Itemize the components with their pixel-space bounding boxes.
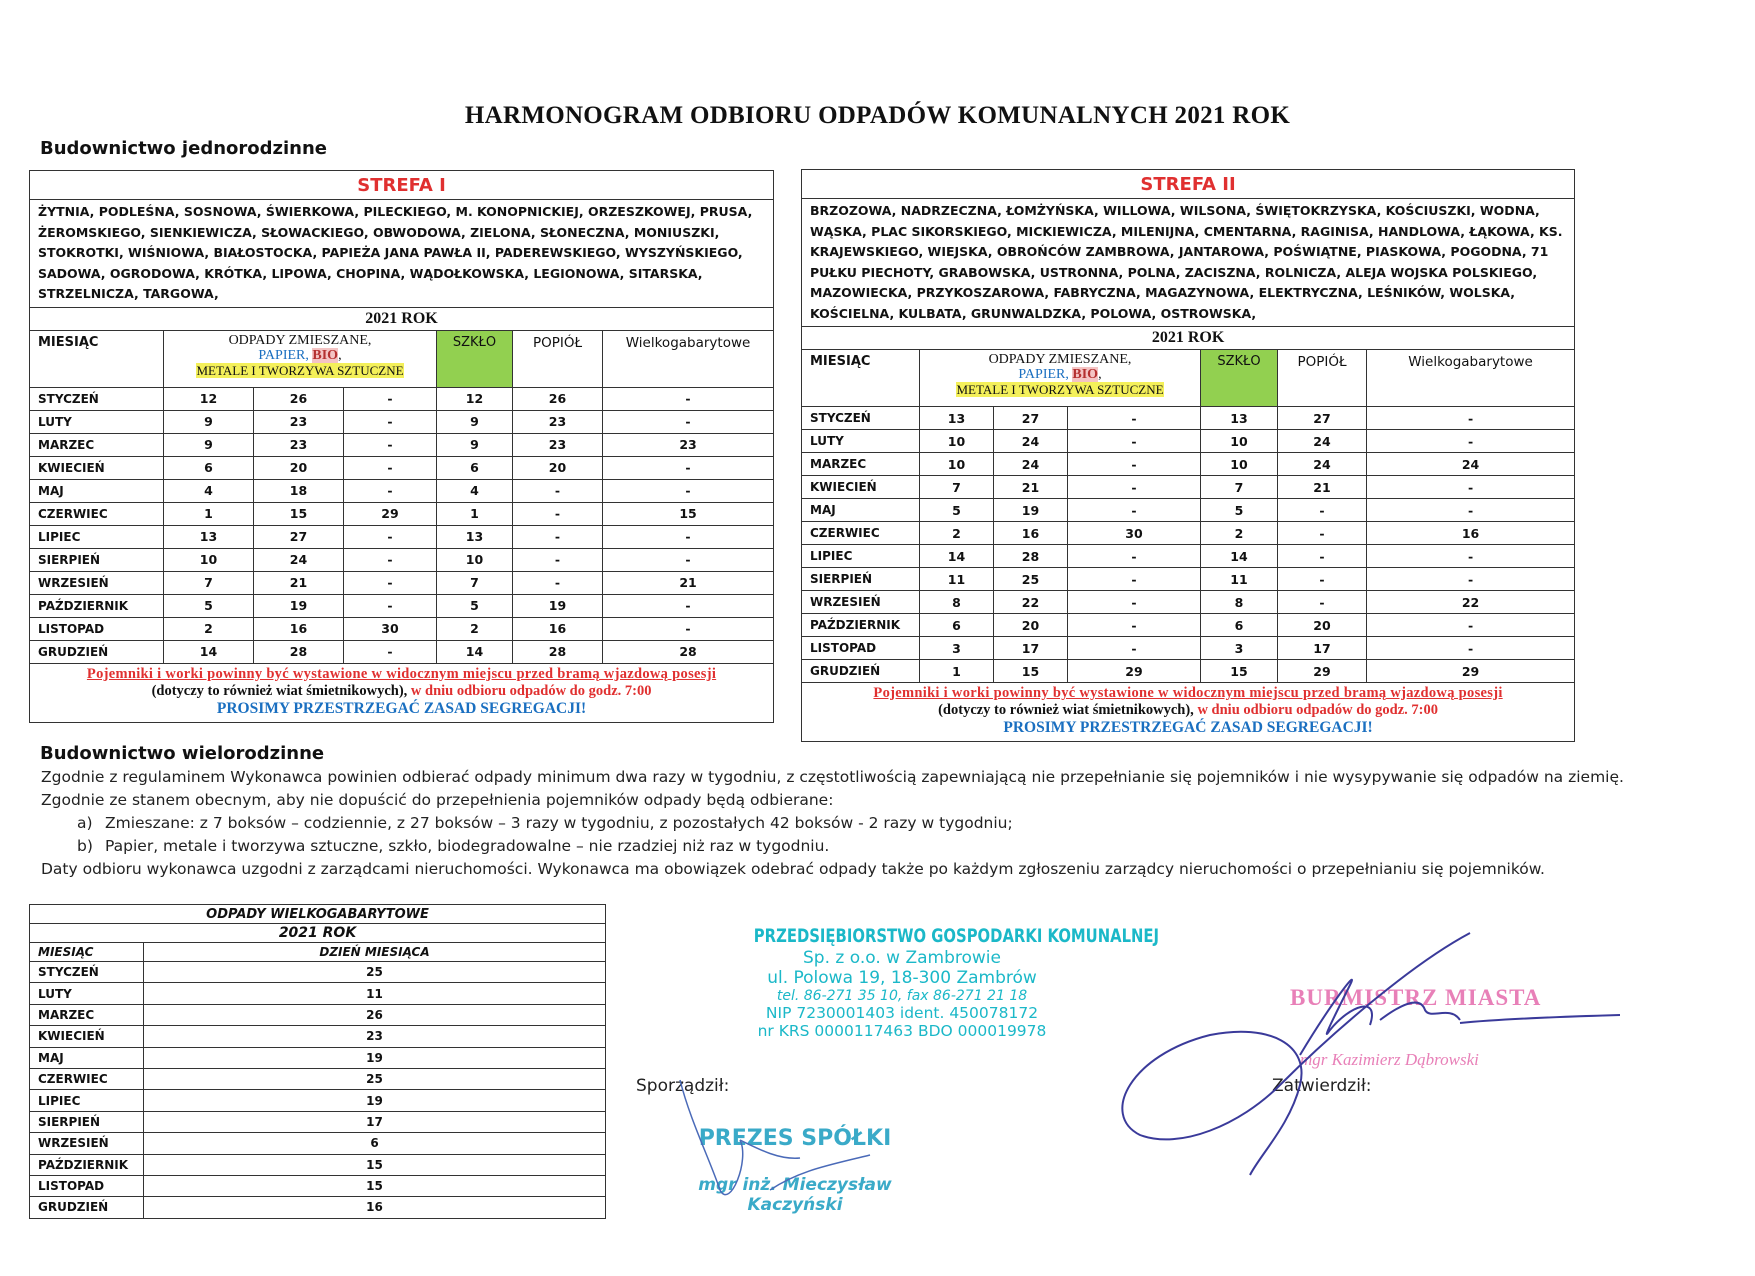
date-cell: 28 (254, 640, 344, 663)
date-cell: - (344, 433, 437, 456)
month-header: MIESIĄC (802, 350, 920, 407)
date-cell: - (513, 548, 603, 571)
date-cell: - (1068, 568, 1201, 591)
date-cell: 15 (603, 502, 774, 525)
date-cell: 14 (164, 640, 254, 663)
date-cell: - (603, 617, 774, 640)
date-cell: 20 (254, 456, 344, 479)
date-cell: 6 (1201, 614, 1278, 637)
day-cell: 15 (144, 1175, 606, 1196)
month-cell: CZERWIEC (30, 502, 164, 525)
zone-1-year: 2021 ROK (30, 307, 774, 330)
month-cell: MARZEC (802, 453, 920, 476)
day-cell: 25 (144, 962, 606, 983)
list-item: b) Papier, metale i tworzywa sztuczne, szkło, biodegradowalne – nie rzadziej niż raz w tygodniu. (77, 837, 830, 855)
date-cell: 22 (1367, 591, 1575, 614)
month-cell: KWIECIEŃ (30, 1026, 144, 1047)
table-row (30, 410, 774, 433)
prepared-by-label: Sporządził: (636, 1076, 730, 1096)
table-row (802, 568, 1575, 591)
month-cell: MAJ (30, 1047, 144, 1068)
date-cell: 18 (254, 479, 344, 502)
date-cell: - (1367, 407, 1575, 430)
day-cell: 17 (144, 1111, 606, 1132)
month-cell: CZERWIEC (802, 522, 920, 545)
date-cell: 24 (1367, 453, 1575, 476)
month-cell: SIERPIEŃ (802, 568, 920, 591)
date-cell: 7 (1201, 476, 1278, 499)
month-cell: LUTY (30, 983, 144, 1004)
day-cell: 6 (144, 1133, 606, 1154)
zone-2-note: Pojemniki i worki powinny być wystawione w widocznym miejscu przed bramą wjazdową posesji (dotyczy to również wiat śmietnikowych), w dniu odbioru odpadów do godz. 7:00 PROSIMY PRZESTRZEGAĆ ZASAD SEGREGACJI! (802, 683, 1575, 742)
date-cell: - (1367, 545, 1575, 568)
page-title: HARMONOGRAM ODBIORU ODPADÓW KOMUNALNYCH 2021 ROK (464, 102, 1291, 129)
date-cell: 15 (254, 502, 344, 525)
zone-2-year: 2021 ROK (802, 327, 1575, 350)
date-cell: 7 (437, 571, 513, 594)
date-cell: - (344, 525, 437, 548)
date-cell: 25 (994, 568, 1068, 591)
month-cell: KWIECIEŃ (30, 456, 164, 479)
table-row (802, 499, 1575, 522)
date-cell: 23 (513, 410, 603, 433)
month-cell: SIERPIEŃ (30, 548, 164, 571)
date-cell: 1 (920, 660, 994, 683)
day-cell: 16 (144, 1197, 606, 1218)
date-cell: 16 (513, 617, 603, 640)
date-cell: - (1068, 476, 1201, 499)
date-cell: 24 (994, 430, 1068, 453)
table-row (30, 456, 774, 479)
month-cell: LISTOPAD (802, 637, 920, 660)
date-cell: 4 (164, 479, 254, 502)
table-row (30, 1026, 606, 1047)
date-cell: 5 (164, 594, 254, 617)
zone-2-table (801, 169, 1575, 742)
zone-1-table (29, 170, 774, 723)
month-cell: LUTY (30, 410, 164, 433)
table-row (30, 479, 774, 502)
date-cell: 30 (1068, 522, 1201, 545)
single-family-heading: Budownictwo jednorodzinne (40, 138, 327, 159)
table-row (30, 1133, 606, 1154)
date-cell: 10 (437, 548, 513, 571)
month-cell: GRUDZIEŃ (30, 640, 164, 663)
table-row (802, 614, 1575, 637)
date-cell: - (1068, 545, 1201, 568)
mayor-signature (1080, 925, 1640, 1185)
date-cell: 14 (437, 640, 513, 663)
month-cell: PAŹDZIERNIK (802, 614, 920, 637)
date-cell: - (513, 525, 603, 548)
date-cell: - (1367, 637, 1575, 660)
date-cell: - (1367, 568, 1575, 591)
date-cell: - (344, 410, 437, 433)
day-cell: 19 (144, 1047, 606, 1068)
month-cell: LIPIEC (802, 545, 920, 568)
company-stamp: PRZEDSIĘBIORSTWO GOSPODARKI KOMUNALNEJ Sp. z o.o. w Zambrowie ul. Polowa 19, 18-300 Zambrów tel. 86-271 35 10, fax 86-271 21 18 NIP 7230001403 ident. 450078172 nr KRS 0000117463 BDO 000019978 (753, 925, 1160, 1040)
date-cell: 29 (344, 502, 437, 525)
date-cell: - (1278, 568, 1367, 591)
date-cell: 28 (513, 640, 603, 663)
date-cell: - (1367, 499, 1575, 522)
date-cell: - (344, 479, 437, 502)
table-row (802, 591, 1575, 614)
date-cell: 14 (1201, 545, 1278, 568)
date-cell: - (344, 387, 437, 410)
date-cell: 21 (994, 476, 1068, 499)
date-cell: 13 (920, 407, 994, 430)
date-cell: 23 (254, 433, 344, 456)
table-row (30, 1154, 606, 1175)
bulky-table-year: 2021 ROK (30, 924, 606, 943)
bulky-table-title: ODPADY WIELKOGABARYTOWE (30, 905, 606, 924)
date-cell: 11 (1201, 568, 1278, 591)
date-cell: - (1278, 545, 1367, 568)
date-cell: - (1278, 522, 1367, 545)
table-row (30, 983, 606, 1004)
date-cell: - (344, 594, 437, 617)
date-cell: - (603, 479, 774, 502)
table-row (30, 1197, 606, 1218)
date-cell: 11 (920, 568, 994, 591)
date-cell: 29 (1367, 660, 1575, 683)
table-row (30, 1047, 606, 1068)
date-cell: 5 (437, 594, 513, 617)
date-cell: 21 (603, 571, 774, 594)
date-cell: 16 (994, 522, 1068, 545)
date-cell: 2 (164, 617, 254, 640)
date-cell: - (344, 456, 437, 479)
zone-2-streets: BRZOZOWA, NADRZECZNA, ŁOMŻYŃSKA, WILLOWA, WILSONA, ŚWIĘTOKRZYSKA, KOŚCIUSZKI, WODNA, WĄSKA, PLAC SIKORSKIEGO, MICKIEWICZA, MILENIJNA, CMENTARNA, RAGINISA, HANDLOWA, ŁĄKOWA, KS. KRAJEWSKIEGO, WIEJSKA, OBROŃCÓW ZAMBROWA, JANTAROWA, POŚWIĄTNE, PIASKOWA, POGODNA, 71 PUŁKU PIECHOTY, GRABOWSKA, USTRONNA, POLNA, ZACISZNA, ROLNICZA, ALEJA WOJSKA POLSKIEGO, MAZOWIECKA, PRZYKOSZAROWA, FABRYCZNA, MAGAZYNOWA, ELEKTRYCZNA, LEŚNIKÓW, WOLSKA, KOŚCIELNA, KULBATA, GRUNWALDZKA, POLOWA, OSTROWSKA, (802, 199, 1575, 327)
date-cell: 26 (254, 387, 344, 410)
date-cell: 19 (254, 594, 344, 617)
table-row (802, 522, 1575, 545)
multi-family-text (41, 766, 1731, 881)
date-cell: - (1068, 637, 1201, 660)
date-cell: 15 (1201, 660, 1278, 683)
month-cell: WRZESIEŃ (802, 591, 920, 614)
date-cell: 9 (437, 433, 513, 456)
date-cell: - (1278, 499, 1367, 522)
date-cell: 10 (164, 548, 254, 571)
bulky-waste-table (29, 904, 606, 1219)
date-cell: - (1068, 453, 1201, 476)
table-row (30, 962, 606, 983)
date-cell: 20 (513, 456, 603, 479)
day-cell: 19 (144, 1090, 606, 1111)
date-cell: - (344, 548, 437, 571)
date-cell: 10 (1201, 453, 1278, 476)
table-row (30, 1068, 606, 1089)
date-cell: - (344, 640, 437, 663)
date-cell: 28 (603, 640, 774, 663)
month-cell: WRZESIEŃ (30, 1133, 144, 1154)
table-row (802, 430, 1575, 453)
table-row (30, 387, 774, 410)
month-cell: KWIECIEŃ (802, 476, 920, 499)
glass-header: SZKŁO (1201, 350, 1278, 407)
bulky-day-header: DZIEŃ MIESIĄCA (144, 943, 606, 962)
date-cell: - (603, 525, 774, 548)
president-signature (660, 1040, 940, 1240)
date-cell: 23 (603, 433, 774, 456)
table-row (802, 545, 1575, 568)
table-row (30, 1175, 606, 1196)
table-row (30, 571, 774, 594)
zone-1-name: STREFA I (30, 171, 774, 200)
table-row (30, 1090, 606, 1111)
month-cell: MAJ (30, 479, 164, 502)
date-cell: 27 (254, 525, 344, 548)
table-row (30, 640, 774, 663)
month-cell: MARZEC (30, 433, 164, 456)
ash-header: POPIÓŁ (1278, 350, 1367, 407)
table-row (30, 548, 774, 571)
date-cell: 3 (1201, 637, 1278, 660)
bulky-header: Wielkogabarytowe (1367, 350, 1575, 407)
date-cell: 6 (437, 456, 513, 479)
date-cell: 24 (1278, 430, 1367, 453)
month-cell: STYCZEŃ (30, 962, 144, 983)
date-cell: 29 (1278, 660, 1367, 683)
month-cell: GRUDZIEŃ (30, 1197, 144, 1218)
date-cell: 6 (920, 614, 994, 637)
glass-header: SZKŁO (437, 330, 513, 387)
zone-1-streets: ŻYTNIA, PODLEŚNA, SOSNOWA, ŚWIERKOWA, PILECKIEGO, M. KONOPNICKIEJ, ORZESZKOWEJ, PRUSA, ŻEROMSKIEGO, SIENKIEWICZA, SŁOWACKIEGO, OBWODOWA, ZIELONA, SŁONECZNA, MONIUSZKI, STOKROTKI, WIŚNIOWA, BIAŁOSTOCKA, PAPIEŻA JANA PAWŁA II, PADEREWSKIEGO, WYSZYŃSKIEGO, SADOWA, OGRODOWA, KRÓTKA, LIPOWA, CHOPINA, WĄDOŁKOWSKA, LEGIONOWA, SITARSKA, STRZELNICZA, TARGOWA, (30, 200, 774, 308)
date-cell: - (1367, 476, 1575, 499)
date-cell: 27 (994, 407, 1068, 430)
date-cell: 12 (437, 387, 513, 410)
date-cell: 21 (254, 571, 344, 594)
date-cell: - (1068, 591, 1201, 614)
date-cell: - (1068, 430, 1201, 453)
president-stamp: PREZES SPÓŁKI (698, 1126, 892, 1151)
date-cell: - (603, 456, 774, 479)
date-cell: 5 (1201, 499, 1278, 522)
date-cell: - (603, 548, 774, 571)
bulky-month-header: MIESIĄC (30, 943, 144, 962)
mayor-name: mgr Kazimierz Dąbrowski (1300, 1050, 1479, 1069)
month-cell: PAŹDZIERNIK (30, 1154, 144, 1175)
date-cell: 24 (1278, 453, 1367, 476)
date-cell: 19 (513, 594, 603, 617)
president-name: mgr inż. Mieczysław Kaczyński (698, 1175, 892, 1215)
day-cell: 26 (144, 1004, 606, 1025)
date-cell: 4 (437, 479, 513, 502)
date-cell: 1 (437, 502, 513, 525)
date-cell: 9 (164, 433, 254, 456)
date-cell: 5 (920, 499, 994, 522)
date-cell: 26 (513, 387, 603, 410)
table-row (802, 660, 1575, 683)
date-cell: 7 (164, 571, 254, 594)
date-cell: 14 (920, 545, 994, 568)
date-cell: 15 (994, 660, 1068, 683)
date-cell: 2 (437, 617, 513, 640)
date-cell: 13 (164, 525, 254, 548)
date-cell: 17 (1278, 637, 1367, 660)
date-cell: - (1278, 591, 1367, 614)
multi-family-p2: Zgodnie ze stanem obecnym, aby nie dopuścić do przepełnienia pojemników odpady będą odbierane: (41, 791, 834, 809)
date-cell: - (1068, 407, 1201, 430)
date-cell: 12 (164, 387, 254, 410)
month-cell: STYCZEŃ (30, 387, 164, 410)
multi-family-p3: Daty odbioru wykonawca uzgodni z zarządcami nieruchomości. Wykonawca ma obowiązek odebrać odpady także po każdym zgłoszeniu zarządcy nieruchomości o przepełnianiu się pojemników. (41, 860, 1545, 878)
multi-family-p1: Zgodnie z regulaminem Wykonawca powinien odbierać odpady minimum dwa razy w tygodniu, z częstotliwością zapewniającą nie przepełnianie się pojemników i nie wysypywanie się odpadów na ziemię. (41, 768, 1624, 786)
date-cell: 13 (437, 525, 513, 548)
month-cell: LIPIEC (30, 525, 164, 548)
month-cell: LIPIEC (30, 1090, 144, 1111)
month-cell: WRZESIEŃ (30, 571, 164, 594)
month-cell: SIERPIEŃ (30, 1111, 144, 1132)
date-cell: - (603, 594, 774, 617)
date-cell: - (603, 387, 774, 410)
month-cell: STYCZEŃ (802, 407, 920, 430)
date-cell: - (1068, 614, 1201, 637)
date-cell: 16 (254, 617, 344, 640)
date-cell: 20 (994, 614, 1068, 637)
bulky-header: Wielkogabarytowe (603, 330, 774, 387)
ash-header: POPIÓŁ (513, 330, 603, 387)
month-cell: MARZEC (30, 1004, 144, 1025)
list-item: a) Zmieszane: z 7 boksów – codziennie, z 27 boksów – 3 razy w tygodniu, z pozostałych 42 boksów - 2 razy w tygodniu; (77, 814, 1013, 832)
mayor-stamp: BURMISTRZ MIASTA (1290, 985, 1542, 1010)
date-cell: - (1367, 430, 1575, 453)
date-cell: 19 (994, 499, 1068, 522)
day-cell: 15 (144, 1154, 606, 1175)
day-cell: 23 (144, 1026, 606, 1047)
month-cell: CZERWIEC (30, 1068, 144, 1089)
date-cell: 24 (994, 453, 1068, 476)
date-cell: - (1068, 499, 1201, 522)
date-cell: 10 (920, 453, 994, 476)
date-cell: 16 (1367, 522, 1575, 545)
date-cell: 6 (164, 456, 254, 479)
table-row (802, 476, 1575, 499)
date-cell: - (344, 571, 437, 594)
table-row (802, 453, 1575, 476)
date-cell: 13 (1201, 407, 1278, 430)
month-cell: PAŹDZIERNIK (30, 594, 164, 617)
table-row (30, 433, 774, 456)
date-cell: 30 (344, 617, 437, 640)
date-cell: 28 (994, 545, 1068, 568)
month-cell: LISTOPAD (30, 617, 164, 640)
date-cell: 23 (513, 433, 603, 456)
month-cell: MAJ (802, 499, 920, 522)
date-cell: 20 (1278, 614, 1367, 637)
date-cell: - (513, 502, 603, 525)
table-row (802, 637, 1575, 660)
date-cell: 1 (164, 502, 254, 525)
month-cell: LUTY (802, 430, 920, 453)
date-cell: - (513, 479, 603, 502)
month-cell: LISTOPAD (30, 1175, 144, 1196)
date-cell: 27 (1278, 407, 1367, 430)
table-row (30, 594, 774, 617)
mixed-waste-header: ODPADY ZMIESZANE, PAPIER, BIO, METALE I TWORZYWA SZTUCZNE (920, 350, 1201, 407)
day-cell: 11 (144, 983, 606, 1004)
date-cell: 17 (994, 637, 1068, 660)
date-cell: - (603, 410, 774, 433)
date-cell: 8 (920, 591, 994, 614)
table-row (30, 525, 774, 548)
table-row (802, 407, 1575, 430)
date-cell: 9 (437, 410, 513, 433)
table-row (30, 1111, 606, 1132)
zone-1-note: Pojemniki i worki powinny być wystawione w widocznym miejscu przed bramą wjazdową posesji (dotyczy to również wiat śmietnikowych), w dniu odbioru odpadów do godz. 7:00 PROSIMY PRZESTRZEGAĆ ZASAD SEGREGACJI! (30, 663, 774, 722)
date-cell: 24 (254, 548, 344, 571)
month-header: MIESIĄC (30, 330, 164, 387)
date-cell: 2 (1201, 522, 1278, 545)
date-cell: - (1367, 614, 1575, 637)
table-row (30, 1004, 606, 1025)
table-row (30, 617, 774, 640)
date-cell: 10 (1201, 430, 1278, 453)
day-cell: 25 (144, 1068, 606, 1089)
date-cell: 2 (920, 522, 994, 545)
date-cell: 22 (994, 591, 1068, 614)
date-cell: 23 (254, 410, 344, 433)
mixed-waste-header: ODPADY ZMIESZANE, PAPIER, BIO, METALE I TWORZYWA SZTUCZNE (164, 330, 437, 387)
date-cell: 8 (1201, 591, 1278, 614)
date-cell: 3 (920, 637, 994, 660)
multi-family-heading: Budownictwo wielorodzinne (40, 743, 325, 764)
date-cell: 21 (1278, 476, 1367, 499)
approved-by-label: Zatwierdził: (1272, 1076, 1372, 1096)
date-cell: 10 (920, 430, 994, 453)
month-cell: GRUDZIEŃ (802, 660, 920, 683)
zone-2-name: STREFA II (802, 170, 1575, 199)
table-row (30, 502, 774, 525)
date-cell: - (513, 571, 603, 594)
date-cell: 9 (164, 410, 254, 433)
date-cell: 7 (920, 476, 994, 499)
date-cell: 29 (1068, 660, 1201, 683)
